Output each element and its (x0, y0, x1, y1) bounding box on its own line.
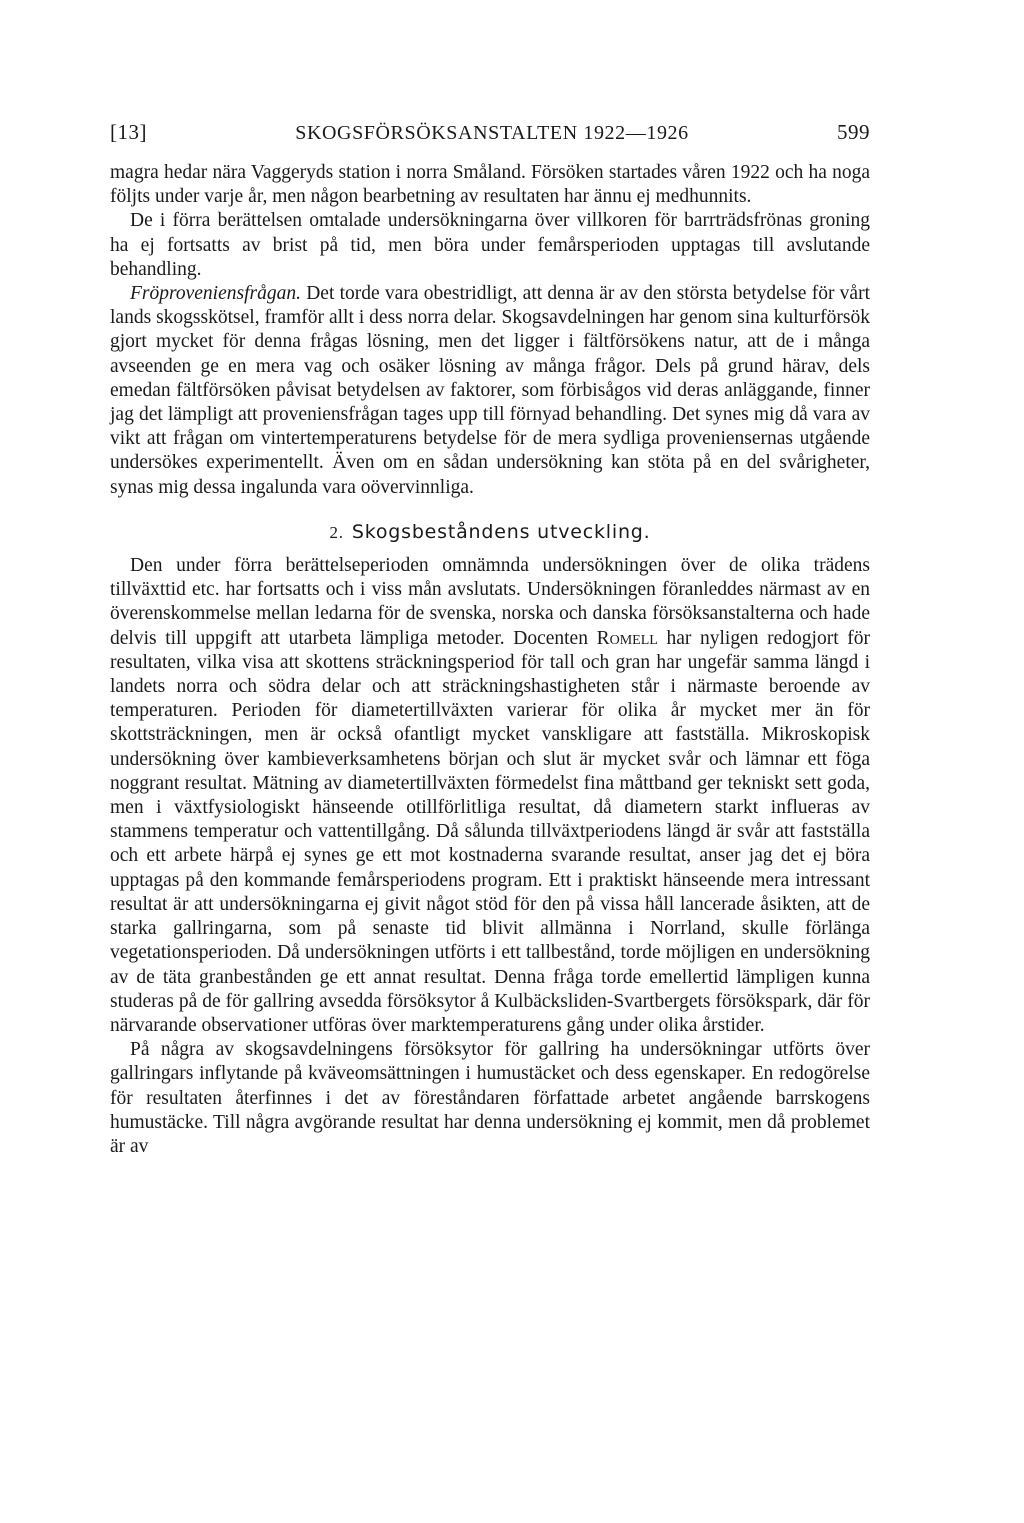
section-heading (110, 520, 870, 545)
running-title: SKOGSFÖRSÖKSANSTALTEN 1922—1926 (295, 122, 689, 144)
person-name: Romell (596, 627, 658, 649)
document-page (110, 120, 870, 1159)
paragraph-text: Det torde vara obestridligt, att denna är av den största betydelse för vårt lands skogsskötsel, framför allt i dess norra delar. Skogsavdelningen har genom sina kulturförsök gjort mycket för denna frågas lösning, men det ligger i fältförsökens natur, att de i många avseenden ge en mera vag och osäker lösning av många frågor. Dels på grund härav, dels emedan fältförsöken påvisat betydelsen av faktorer, som förbisågos vid deras anläggande, finner jag det lämpligt att proveniensfrågan tages upp till förnyad behandling. Det synes mig då vara av vikt att frågan om vintertemperaturens betydelse för de mera sydliga proveniensernas utgående undersökes experimentellt. Även om en sådan undersökning kan stöta på en del svårigheter, synas mig dessa ingalunda vara oövervinnliga. (110, 283, 870, 498)
section-number: 2. (329, 522, 344, 542)
page-number: 599 (836, 120, 870, 144)
paragraph-text: har nyligen redogjort för resultaten, vilka visa att skottens sträckningsperiod för tall och gran har ungefär samma längd i landets norra och södra delar och att sträckningshastigheten står i närmaste beroende av temperaturen. Perioden för diametertillväxten varierar för olika år mycket mer än för skottsträckningen, men är också ofantligt mycket vanskligare att fastställa. Mikroskopisk undersökning över kambieverksamhetens början och slut är mycket svår och lämnar ett föga noggrant resultat. Mätning av diametertillväxten förmedelst fina måttband ger tekniskt sett goda, men i växtfysiologiskt hänseende otillförlitliga resultat, då diametern starkt influeras av stammens temperatur och vattentillgång. Då sålunda tillväxtperiodens längd är svår att fastställa och ett arbete härpå ej synes ge ett mot kostnaderna svarande resultat, anser jag det ej böra upptagas på den kommande femårsperiodens program. Ett i praktiskt hänseende mera intressant resultat är att undersökningarna ej givit något stöd för den på vissa håll lancerade åsikten, att de starka gallringarna, som på senaste tid blivit allmänna i Norrland, skulle förlänga vegetationsperioden. Då undersökningen utförts i ett tallbestånd, torde möjligen en undersökning av de täta granbestånden ge ett annat resultat. Denna fråga torde emellertid lämpligen kunna studeras på de för gallring avsedda försöksytor å Kulbäcksliden-Svartbergets försökspark, där för närvarande observationer utföras över marktemperaturens gång under olika årstider. (110, 627, 871, 1036)
running-header (110, 120, 870, 145)
chapter-number: [13] (110, 120, 147, 144)
body-text (110, 161, 870, 1159)
paragraph-provenance (110, 282, 870, 500)
paragraph: De i förra berättelsen omtalade undersökningarna över villkoren för barrträdsfrönas groning ha ej fortsatts av brist på tid, men böra under femårsperioden upptagas till avslutande behandling. (110, 210, 870, 280)
run-in-heading: Fröproveniensfrågan. (130, 283, 301, 305)
section-title: Skogsbeståndens utveckling. (351, 520, 651, 543)
paragraph: På några av skogsavdelningens försöksytor för gallring ha undersökningar utförts över gallringars inflytande på kväveomsättningen i humustäcket och dess egenskaper. En redogörelse för resultaten återfinnes i det av föreståndaren författade arbetet angående barrskogens humustäcke. Till några avgörande resultat har denna undersökning ej kommit, men då problemet är av (110, 1039, 870, 1157)
paragraph-text: Den under förra berättelseperioden omnämnda undersökningen över de olika trädens tillväxttid etc. har fortsatts och i viss mån avslutats. Undersökningen föranleddes närmast av en överenskommelse mellan ledarna för de svenska, norska och danska försöksanstalterna och hade delvis till uppgift att utarbeta lämpliga metoder. Docenten (110, 555, 870, 649)
paragraph (110, 554, 870, 1038)
paragraph: magra hedar nära Vaggeryds station i norra Småland. Försöken startades våren 1922 och ha noga följts under varje år, men någon bearbetning av resultaten har ännu ej medhunnits. (110, 162, 870, 208)
